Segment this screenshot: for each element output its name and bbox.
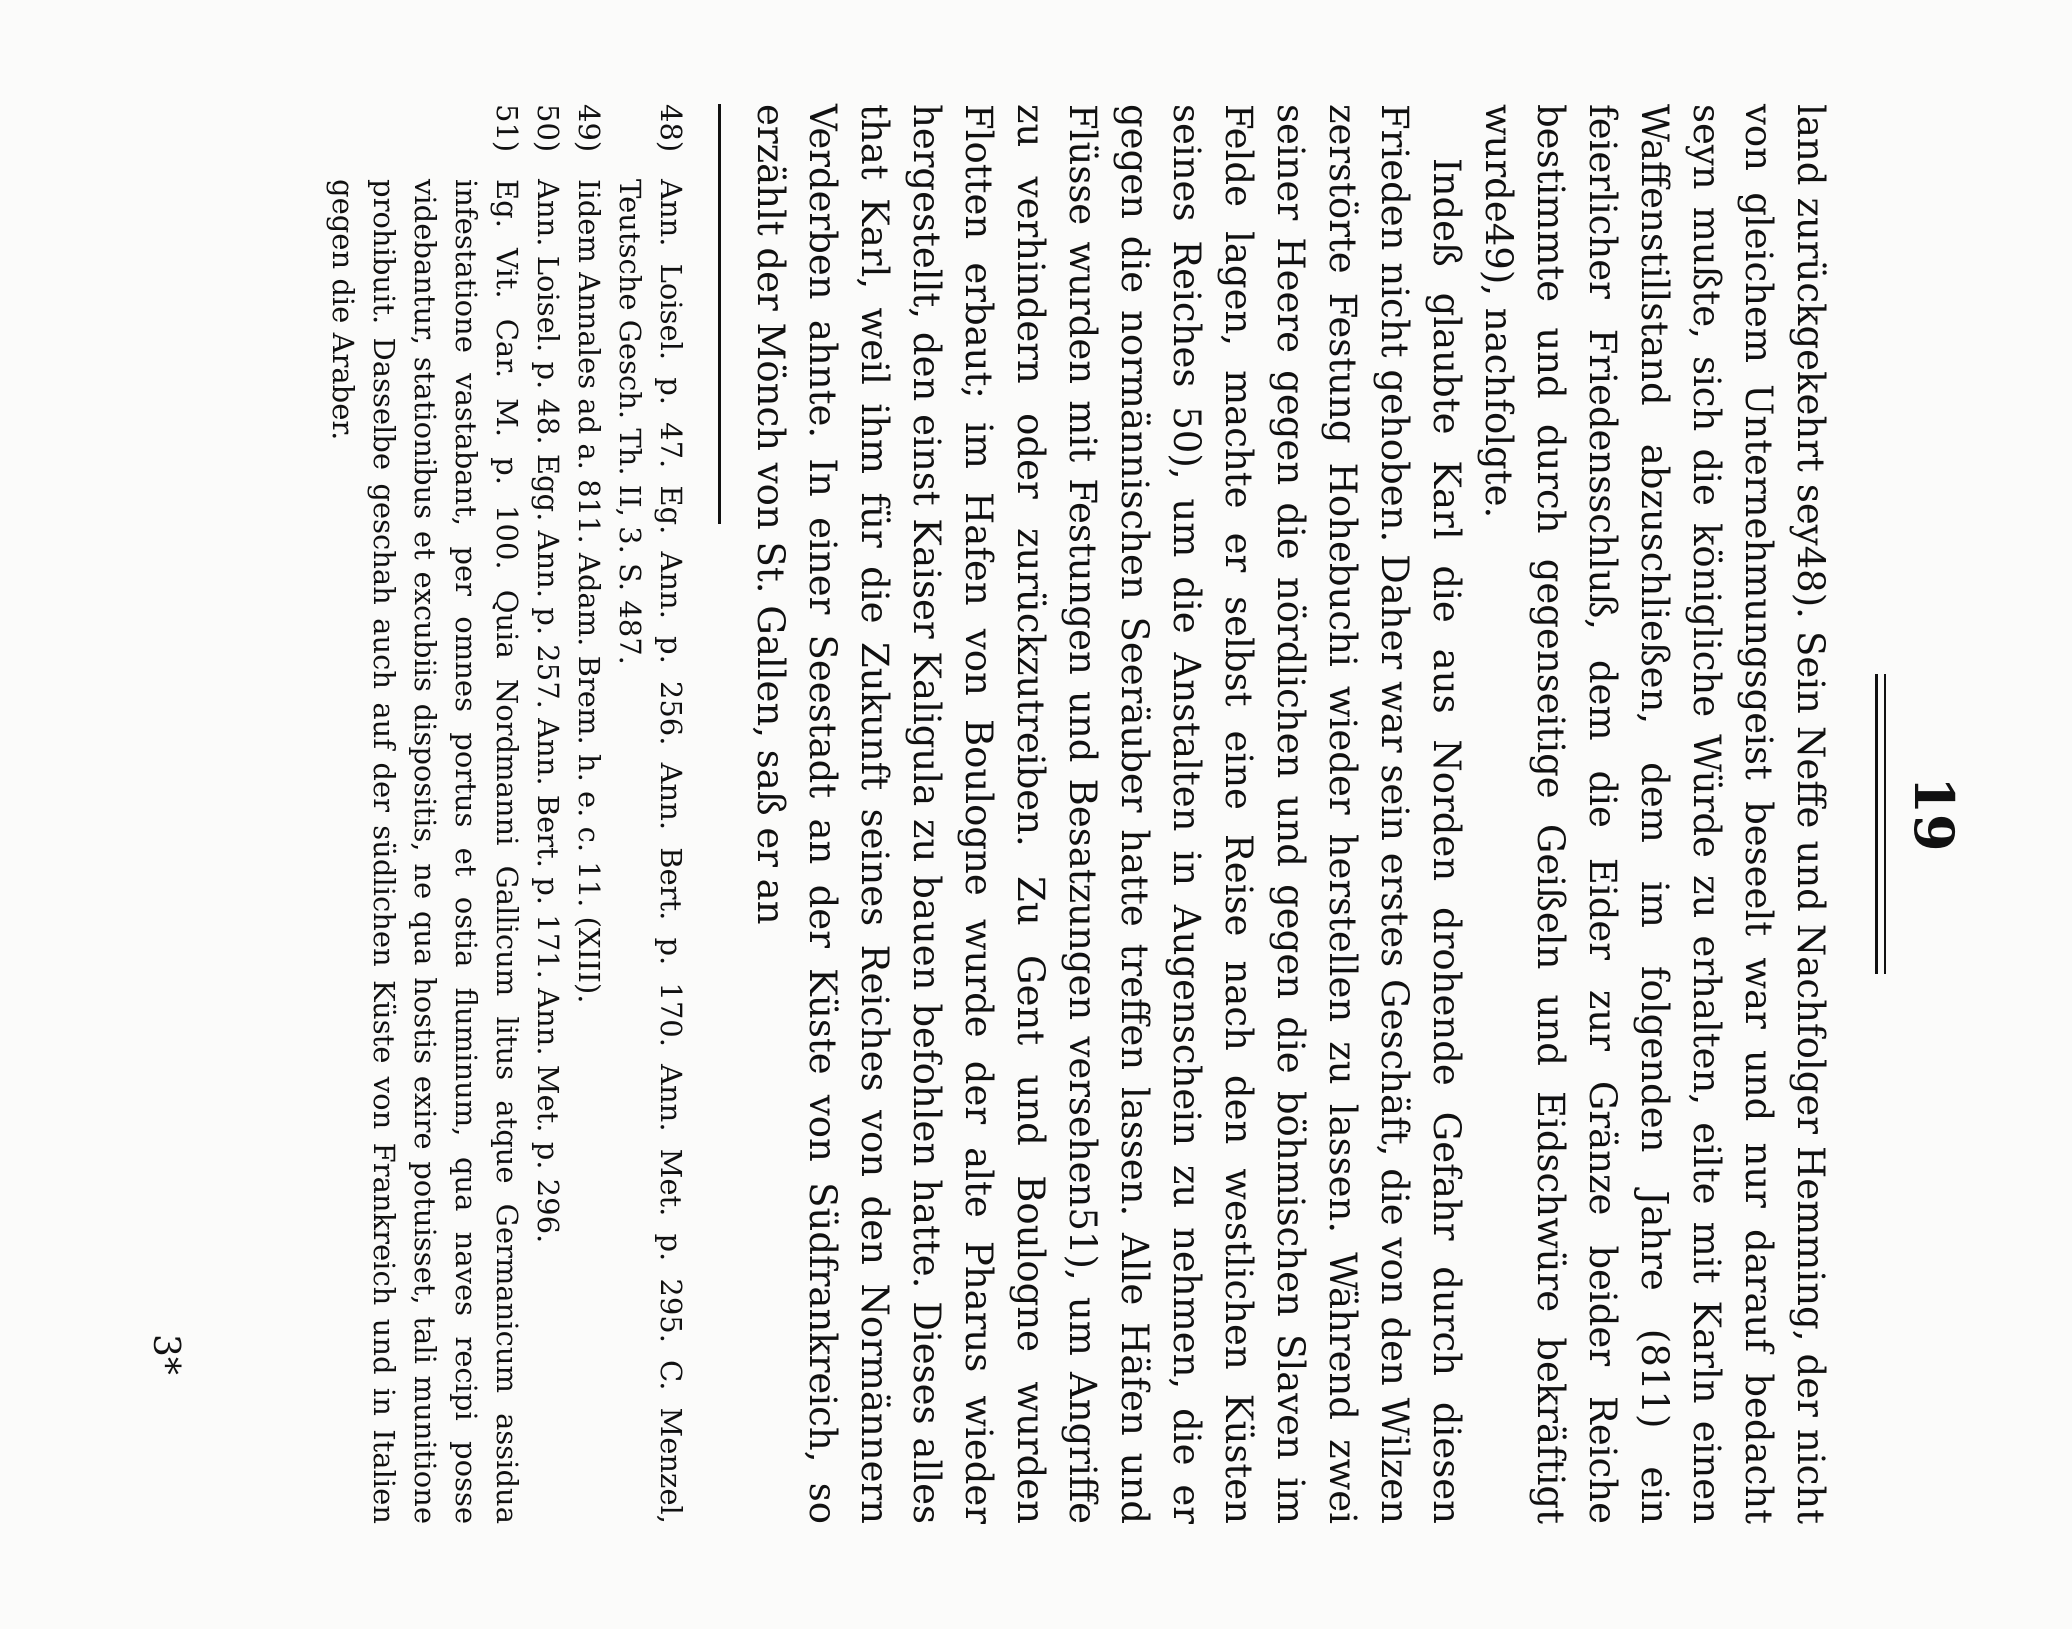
footnote-51 xyxy=(322,104,527,1524)
rotated-book-page xyxy=(86,34,1986,1594)
footnote-separator-rule xyxy=(718,104,721,524)
body-text xyxy=(744,104,1836,1524)
footnote-50 xyxy=(527,104,568,1524)
footnote-48 xyxy=(609,104,691,1524)
footnote-number: 50) xyxy=(531,104,565,153)
footnote-number: 49) xyxy=(572,104,606,153)
footnote-text: Eg. Vit. Car. M. p. 100. Quia Nordmanni Gallicum litus atque Germanicum assidua infestatione vastabant, per omnes portus et ostia fluminum, qua naves recipi posse videbantur, stationibus et excubiis dispositis, ne qua hostis exire potuisset, tali munitione prohibuit. Dasselbe geschah auch auf der südlichen Küste von Frankreich und in Italien gegen die Araber. xyxy=(326,179,524,1524)
footnote-text: Iidem Annales ad a. 811. Adam. Brem. h. e. c. 11. (XIII). xyxy=(572,179,606,1004)
footnote-49 xyxy=(568,104,609,1524)
footnote-text: Ann. Loisel. p. 47. Eg. Ann. p. 256. Ann. Bert. p. 170. Ann. Met. p. 295. C. Menzel, Teutsche Gesch. Th. II, 3. S. 487. xyxy=(613,179,688,1524)
footnote-number: 48) xyxy=(654,104,688,153)
body-paragraph: land zurückgekehrt sey48). Sein Neffe und Nachfolger Hemming, der nicht von gleichem Unternehmungsgeist beseelt war und nur darauf bedacht seyn mußte, sich die königliche Würde zu erhalten, eilte mit Karln einen Waffenstillstand abzuschließen, dem im folgenden Jahre (811) ein feierlicher Friedensschluß, dem die Eider zur Gränze beider Reiche bestimmte und durch gegenseitige Geißeln und Eidschwüre bekräftigt wurde49), nachfolgte. xyxy=(1477,104,1832,1524)
page-number: 19 xyxy=(1902,776,1966,852)
signature-mark: 3* xyxy=(145,1334,186,1375)
footnotes xyxy=(322,104,691,1524)
footnote-text: Ann. Loisel. p. 48. Egg. Ann. p. 257. Ann. Bert. p. 171. Ann. Met. p. 296. xyxy=(531,179,565,1244)
body-paragraph: Indeß glaubte Karl die aus Norden drohende Gefahr durch diesen Frieden nicht gehoben. Daher war sein erstes Geschäft, die von den Wilzen zerstörte Festung Hohebuchi wieder herstellen zu lassen. Während zwei seiner Heere gegen die nördlichen und gegen die böhmischen Slaven im Felde lagen, machte er selbst eine Reise nach den westlichen Küsten seines Reiches 50), um die Anstalten in Augenschein zu nehmen, die er gegen die normännischen Seeräuber hatte treffen lassen. Alle Häfen und Flüsse wurden mit Festungen und Besatzungen versehen51), um Angriffe zu verhindern oder zurückzutreiben. Zu Gent und Boulogne wurden Flotten erbaut; im Hafen von Boulogne wurde der alte Pharus wieder hergestellt, den einst Kaiser Kaligula zu bauen befohlen hatte. Dieses alles that Karl, weil ihm für die Zukunft seines Reiches von den Normännern Verderben ahnte. In einer Seestadt an der Küste von Südfrankreich, so erzählt der Mönch von St. Gallen, saß er an xyxy=(749,104,1468,1524)
footnote-number: 51) xyxy=(490,104,524,153)
header-double-rule xyxy=(1875,674,1886,974)
